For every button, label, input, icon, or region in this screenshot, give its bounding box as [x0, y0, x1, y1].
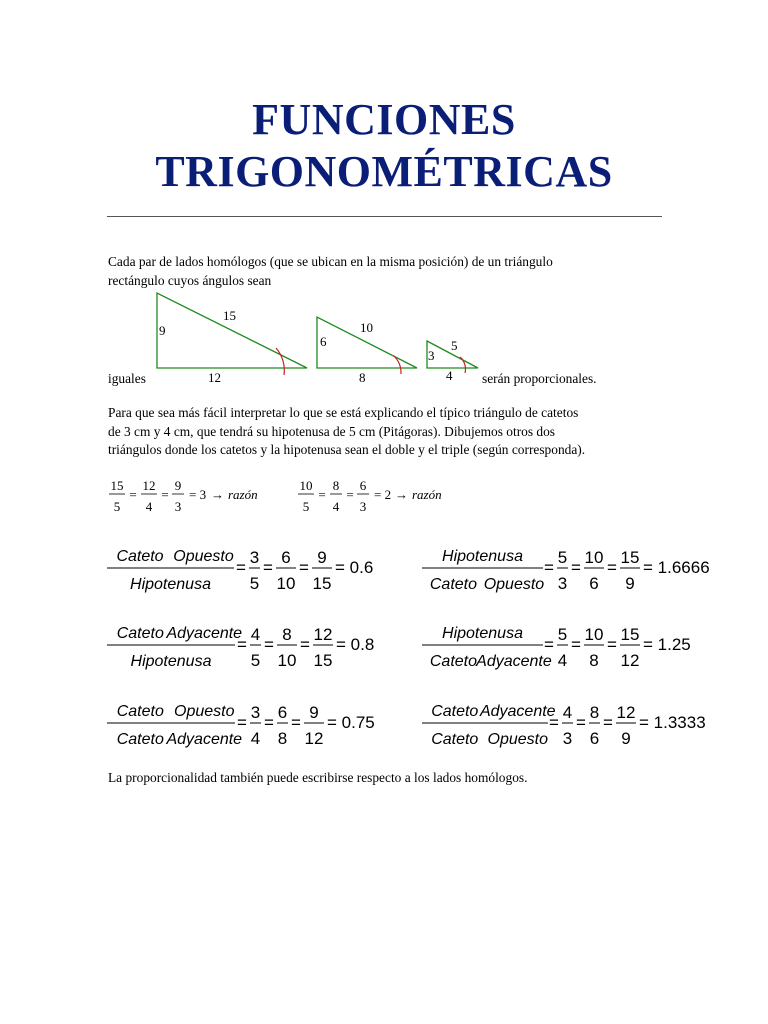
equals-sign: =: [607, 558, 617, 577]
equals-sign: =: [237, 713, 247, 732]
equation-fraction-denominator: 12: [304, 729, 324, 748]
equation-fraction-numerator: 8: [589, 703, 600, 722]
equation-numerator: Hipotenusa: [442, 625, 523, 642]
ratio-word: razón: [228, 487, 258, 502]
equation-fraction-denominator: 15: [313, 651, 333, 670]
equation-fraction-numerator: 9: [309, 703, 319, 722]
arrow-icon: →: [395, 487, 408, 502]
equals-sign: =: [607, 635, 617, 654]
equation-fraction-denominator: 4: [250, 729, 261, 748]
equation-denominator: Cateto: [429, 576, 478, 593]
equals-sign: =: [236, 558, 246, 577]
intro-line-2: rectángulo cuyos ángulos sean: [108, 272, 272, 288]
equation-denominator: Adyacente: [476, 653, 552, 670]
ratio-frac-den: 5: [113, 499, 121, 514]
equation-numerator: Cateto: [116, 625, 164, 642]
equation-numerator: Adyacente: [166, 625, 243, 642]
equation-fraction-denominator: 5: [249, 574, 260, 593]
ratio-frac-num: 15: [110, 478, 124, 493]
equation-fraction-denominator: 3: [562, 729, 573, 748]
equals-sign: =: [300, 635, 310, 654]
equation-result: = 0.8: [336, 635, 375, 654]
equation-numerator: Cateto: [116, 548, 164, 565]
closing-paragraph: La proporcionalidad también puede escribirse respecto a los lados homólogos.: [108, 770, 528, 785]
ratio-frac-den: 4: [332, 499, 340, 514]
equation-fraction-numerator: 15: [620, 548, 640, 567]
equation-fraction-denominator: 9: [621, 729, 631, 748]
equation-result: = 1.25: [643, 635, 691, 654]
equation-denominator: Opuesto: [483, 576, 545, 593]
ratio-double: [298, 478, 442, 514]
equation-fraction-numerator: 6: [281, 548, 291, 567]
triangle-large-leg-horizontal: 12: [208, 370, 221, 385]
ratio-word: razón: [412, 487, 442, 502]
intro-line-1: Cada par de lados homólogos (que se ubican en la misma posición) de un triángulo: [108, 254, 553, 269]
equation-denominator: Adyacente: [166, 731, 243, 748]
triangle-medium-leg-vertical: 6: [320, 334, 327, 349]
ratio-frac-den: 3: [359, 499, 367, 514]
equals-sign: =: [237, 635, 247, 654]
ratio-frac-den: 5: [302, 499, 310, 514]
equation-denominator: Hipotenusa: [130, 576, 211, 593]
equation-fraction-numerator: 12: [616, 703, 636, 722]
title-line-2: TRIGONOMÉTRICAS: [155, 147, 613, 196]
equation-fraction-numerator: 12: [313, 625, 333, 644]
equation-fraction-numerator: 5: [557, 548, 568, 567]
equation-fraction-denominator: 5: [250, 651, 261, 670]
equals-sign: =: [549, 713, 559, 732]
ratio-frac-num: 10: [299, 478, 313, 493]
equation-fraction-denominator: 8: [589, 651, 599, 670]
equation-fraction-numerator: 5: [557, 625, 568, 644]
equation-fraction-numerator: 8: [282, 625, 292, 644]
ratio-result: = 3: [189, 487, 207, 502]
equation-fraction-denominator: 6: [589, 574, 599, 593]
equation-fraction-numerator: 15: [620, 625, 640, 644]
trig-equations: [107, 548, 710, 748]
equals-sign: =: [544, 635, 554, 654]
equals-sign: =: [571, 635, 581, 654]
equation-fraction-denominator: 4: [557, 651, 568, 670]
ratio-frac-den: 3: [174, 499, 182, 514]
equation-fraction-numerator: 3: [250, 703, 261, 722]
equation-fraction-numerator: 9: [317, 548, 327, 567]
equation-fraction-denominator: 6: [589, 729, 600, 748]
triangle-medium-hypotenuse: 10: [360, 320, 373, 335]
triangle-small-leg-vertical: 3: [428, 348, 435, 363]
equation-fraction-denominator: 10: [276, 574, 296, 593]
equation-denominator: Hipotenusa: [130, 653, 212, 670]
equals-sign: =: [571, 558, 581, 577]
ratio-equals: =: [346, 487, 354, 502]
equation-numerator: Cateto: [116, 703, 164, 720]
equation-fraction-numerator: 10: [584, 548, 604, 567]
ratio-frac-num: 9: [174, 478, 182, 493]
equals-sign: =: [291, 713, 301, 732]
ratio-triple: [109, 478, 258, 514]
equation-fraction-denominator: 8: [277, 729, 288, 748]
equation-numerator: Opuesto: [173, 548, 234, 565]
ratio-result: = 2: [374, 487, 392, 502]
equation-fraction-numerator: 4: [250, 625, 261, 644]
equation-result: = 1.6666: [643, 558, 710, 577]
equation-fraction-denominator: 12: [620, 651, 640, 670]
equation-fraction-numerator: 6: [277, 703, 288, 722]
equation-fraction-numerator: 3: [249, 548, 260, 567]
equals-sign: =: [544, 558, 554, 577]
equation-result: = 0.75: [327, 713, 375, 732]
ratio-frac-num: 6: [359, 478, 367, 493]
equals-sign: =: [576, 713, 586, 732]
equals-sign: =: [264, 635, 274, 654]
equation-fraction-numerator: 10: [584, 625, 604, 644]
label-seran: serán proporcionales.: [482, 371, 597, 386]
equals-sign: =: [264, 713, 274, 732]
triangle-large-leg-vertical: 9: [159, 323, 166, 338]
equation-numerator: Opuesto: [174, 703, 235, 720]
ratio-equals: =: [161, 487, 169, 502]
equation-numerator: Hipotenusa: [442, 548, 523, 565]
triangle-large-hypotenuse: 15: [223, 308, 236, 323]
equation-fraction-denominator: 9: [625, 574, 635, 593]
ratio-equals: =: [129, 487, 137, 502]
triangle-small-leg-horizontal: 4: [446, 368, 453, 383]
equals-sign: =: [603, 713, 613, 732]
equals-sign: =: [299, 558, 309, 577]
equation-fraction-denominator: 15: [312, 574, 332, 593]
equals-sign: =: [263, 558, 273, 577]
equation-numerator: Cateto: [431, 703, 479, 720]
equation-result: = 1.3333: [639, 713, 706, 732]
equation-denominator: Opuesto: [487, 731, 549, 748]
label-iguales: iguales: [108, 371, 146, 386]
equation-denominator: Cateto: [116, 731, 164, 748]
equation-result: = 0.6: [335, 558, 374, 577]
equation-numerator: Adyacente: [479, 703, 556, 720]
equation-fraction-denominator: 3: [557, 574, 568, 593]
triangle-small-hypotenuse: 5: [451, 338, 458, 353]
ratio-frac-num: 8: [332, 478, 340, 493]
equation-fraction-denominator: 10: [277, 651, 297, 670]
explanation-line-1: Para que sea más fácil interpretar lo que se está explicando el típico triángulo de catetos: [108, 405, 579, 420]
ratio-frac-den: 4: [145, 499, 153, 514]
explanation-line-2: de 3 cm y 4 cm, que tendrá su hipotenusa de 5 cm (Pitágoras). Dibujemos otros dos: [108, 423, 556, 439]
title-line-1: FUNCIONES: [252, 95, 516, 144]
explanation-line-3: triángulos donde los catetos y la hipotenusa sean el doble y el triple (según corresponda).: [108, 442, 586, 457]
equation-denominator: Cateto: [431, 731, 479, 748]
ratio-frac-num: 12: [142, 478, 156, 493]
triangle-medium-leg-horizontal: 8: [359, 370, 366, 385]
arrow-icon: →: [211, 487, 224, 502]
equation-fraction-numerator: 4: [562, 703, 573, 722]
ratio-equals: =: [318, 487, 326, 502]
equation-denominator: Cateto: [429, 653, 478, 670]
